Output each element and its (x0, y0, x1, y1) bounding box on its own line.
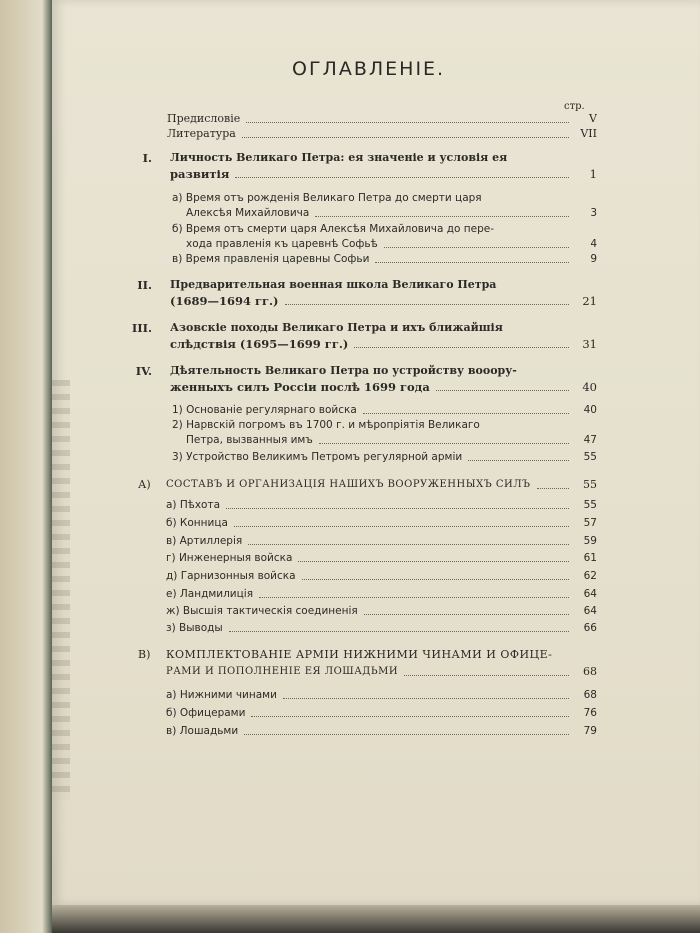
chapter-title: Предварительная военная школа Великаго Петра (170, 278, 497, 291)
toc-subentry: хода правленія къ царевнѣ Софьѣ 4 (186, 238, 597, 250)
chapter-title: Личность Великаго Петра: ея значеніе и условія ея (170, 151, 508, 164)
toc-subentry: 1) Основаніе регулярнаго войска 40 (172, 404, 597, 416)
section-letter: А) (138, 478, 151, 491)
chapter-title: Азовскіе походы Великаго Петра и ихъ ближайшія (170, 321, 503, 334)
chapter-title: Дѣятельность Великаго Петра по устройству вооору- (170, 364, 517, 377)
toc-subentry: е) Ландмилиція 64 (166, 588, 597, 600)
toc-subentry: в) Лошадьми 79 (166, 725, 597, 737)
toc-entry: Литература VII (167, 127, 597, 140)
chapter-numeral: IV. (135, 364, 152, 378)
toc-subentry: Петра, вызванныя имъ 47 (186, 434, 597, 446)
chapter-numeral: II. (137, 278, 152, 292)
toc-subentry: Алексѣя Михайловича 3 (186, 207, 597, 219)
toc-subentry: ж) Высшія тактическія соединенія 64 (166, 605, 597, 617)
page-title: ОГЛАВЛЕНІЕ. (292, 58, 446, 80)
toc-subentry: 2) Нарвскій погромъ въ 1700 г. и мѣропріятія Великаго (172, 419, 480, 431)
toc-subentry: в) Артиллерія 59 (166, 535, 597, 547)
toc-subentry: б) Конница 57 (166, 517, 597, 529)
toc-subentry: б) Время отъ смерти царя Алексѣя Михайловича до пере- (172, 223, 495, 235)
toc-subentry: з) Выводы 66 (166, 622, 597, 634)
book-page (52, 0, 700, 905)
toc-subentry: в) Время правленія царевны Софьи 9 (172, 253, 597, 265)
section-title: КОМПЛЕКТОВАНІЕ АРМІИ НИЖНИМИ ЧИНАМИ И ОФИЦЕ- (166, 648, 553, 661)
section-title: СОСТАВЪ И ОРГАНИЗАЦІЯ НАШИХЪ ВООРУЖЕННЫХЪ СИЛЪ 55 (166, 478, 597, 491)
chapter-numeral: III. (131, 321, 152, 335)
chapter-numeral: I. (142, 151, 152, 165)
chapter-title-cont: развитія 1 (170, 167, 597, 181)
table-surface (52, 905, 700, 933)
chapter-title-cont: слѣдствія (1695—1699 гг.) 31 (170, 337, 597, 351)
chapter-title-cont: (1689—1694 гг.) 21 (170, 294, 597, 308)
toc-subentry: 3) Устройство Великимъ Петромъ регулярной арміи 55 (172, 451, 597, 463)
toc-subentry: а) Нижними чинами 68 (166, 689, 597, 701)
page-edge-stain (52, 380, 70, 800)
toc-subentry: д) Гарнизонныя войска 62 (166, 570, 597, 582)
toc-subentry: а) Время отъ рожденія Великаго Петра до смерти царя (172, 192, 482, 204)
section-letter: В) (138, 648, 151, 661)
toc-subentry: г) Инженерныя войска 61 (166, 552, 597, 564)
toc-entry: Предисловіе V (167, 112, 597, 125)
book-cover-edge (0, 0, 60, 933)
page-column-header: стр. (564, 101, 585, 112)
toc-subentry: б) Офицерами 76 (166, 707, 597, 719)
toc-subentry: а) Пѣхота 55 (166, 499, 597, 511)
chapter-title-cont: женныхъ силъ Россіи послѣ 1699 года 40 (170, 380, 597, 394)
section-title-cont: РАМИ И ПОПОЛНЕНІЕ ЕЯ ЛОШАДЬМИ 68 (166, 665, 597, 678)
